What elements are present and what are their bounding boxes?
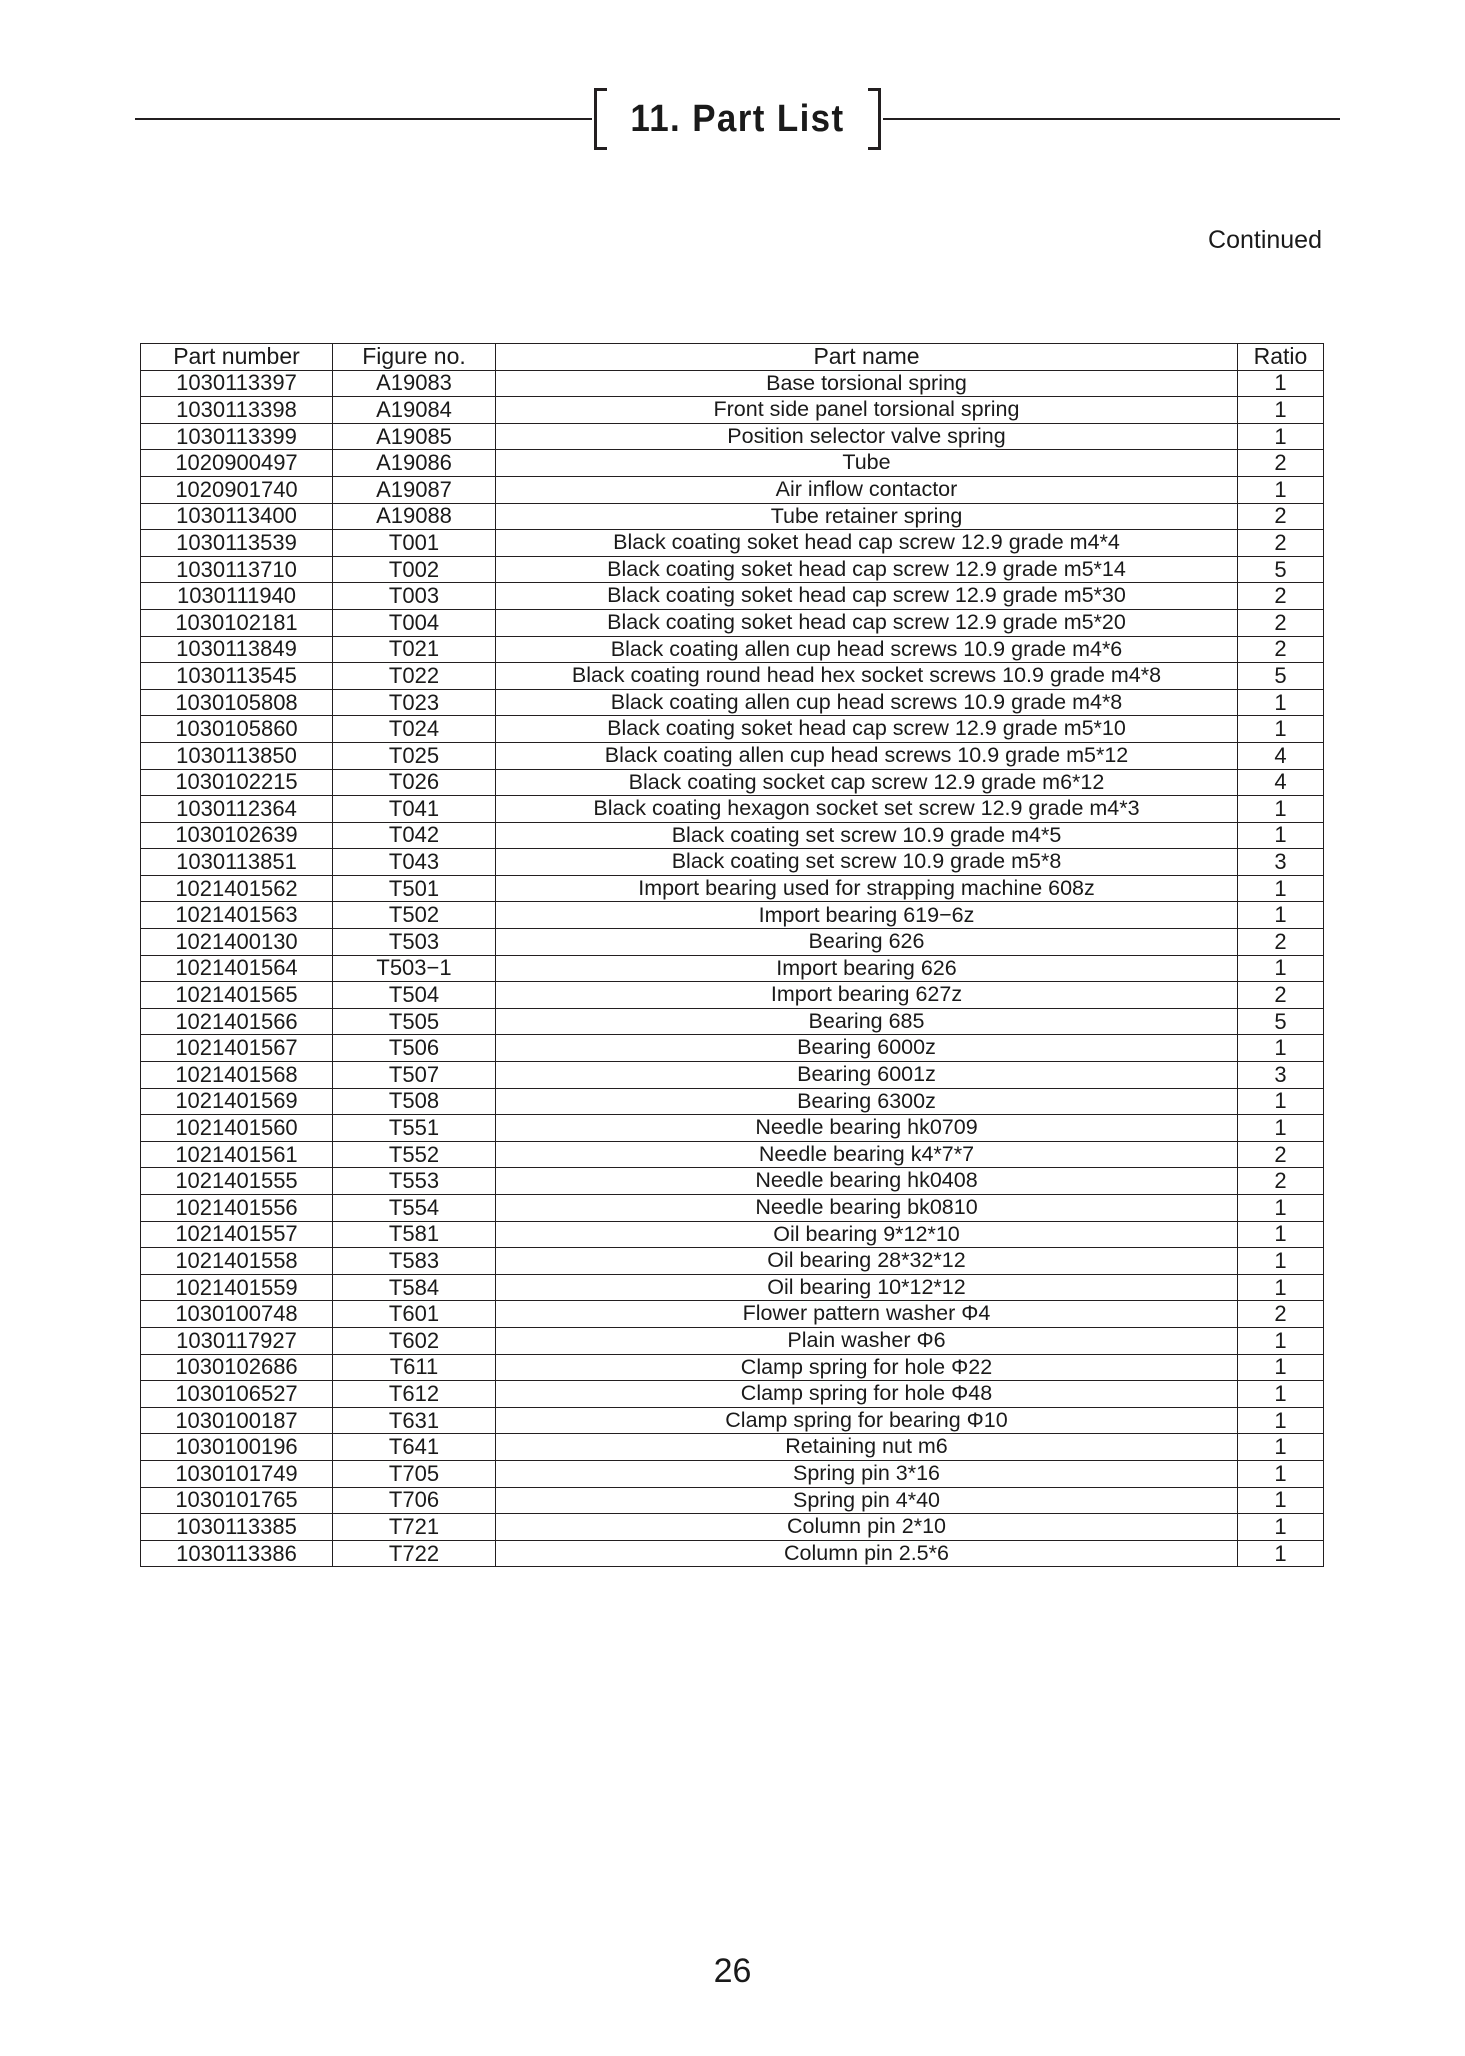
cell-part-name: Black coating soket head cap screw 12.9 grade m5*10 xyxy=(496,716,1238,743)
cell-part-name: Black coating allen cup head screws 10.9 grade m5*12 xyxy=(496,742,1238,769)
cell-figure-no: T026 xyxy=(333,769,496,796)
table-row xyxy=(141,1434,1324,1461)
cell-figure-no: T503 xyxy=(333,929,496,956)
cell-ratio: 1 xyxy=(1238,796,1324,823)
header-rule-right xyxy=(883,118,1340,120)
table-row xyxy=(141,503,1324,530)
cell-part-name: Column pin 2.5*6 xyxy=(496,1540,1238,1567)
cell-ratio: 2 xyxy=(1238,503,1324,530)
cell-part-number: 1030111940 xyxy=(141,583,333,610)
cell-part-name: Black coating set screw 10.9 grade m5*8 xyxy=(496,849,1238,876)
cell-figure-no: T506 xyxy=(333,1035,496,1062)
cell-figure-no: T024 xyxy=(333,716,496,743)
cell-part-name: Black coating hexagon socket set screw 12.9 grade m4*3 xyxy=(496,796,1238,823)
table-row xyxy=(141,1062,1324,1089)
cell-part-name: Plain washer Φ6 xyxy=(496,1327,1238,1354)
cell-part-name: Import bearing used for strapping machine 608z xyxy=(496,875,1238,902)
table-row xyxy=(141,370,1324,397)
cell-part-name: Black coating soket head cap screw 12.9 grade m5*30 xyxy=(496,583,1238,610)
continued-label: Continued xyxy=(1208,226,1322,254)
cell-ratio: 2 xyxy=(1238,583,1324,610)
table-row xyxy=(141,742,1324,769)
cell-part-name: Black coating round head hex socket screws 10.9 grade m4*8 xyxy=(496,663,1238,690)
cell-part-number: 1021400130 xyxy=(141,929,333,956)
page-title: 11. Part List xyxy=(630,98,845,140)
table-header xyxy=(141,344,1324,371)
cell-ratio: 4 xyxy=(1238,769,1324,796)
table-row xyxy=(141,1035,1324,1062)
cell-part-name: Tube retainer spring xyxy=(496,503,1238,530)
table-row xyxy=(141,636,1324,663)
cell-part-name: Needle bearing hk0709 xyxy=(496,1115,1238,1142)
cell-part-number: 1030113398 xyxy=(141,397,333,424)
part-list-table xyxy=(140,343,1324,1567)
cell-part-number: 1030113400 xyxy=(141,503,333,530)
cell-ratio: 1 xyxy=(1238,370,1324,397)
header-rule-left xyxy=(135,118,592,120)
table-row xyxy=(141,1195,1324,1222)
table-row xyxy=(141,1008,1324,1035)
cell-part-number: 1030113851 xyxy=(141,849,333,876)
cell-part-number: 1030102215 xyxy=(141,769,333,796)
cell-ratio: 1 xyxy=(1238,689,1324,716)
cell-part-name: Base torsional spring xyxy=(496,370,1238,397)
cell-figure-no: T501 xyxy=(333,875,496,902)
cell-ratio: 1 xyxy=(1238,1381,1324,1408)
table-row xyxy=(141,1088,1324,1115)
table-row xyxy=(141,1248,1324,1275)
table-row xyxy=(141,1274,1324,1301)
cell-part-number: 1030113386 xyxy=(141,1540,333,1567)
cell-part-number: 1021401560 xyxy=(141,1115,333,1142)
table-row xyxy=(141,982,1324,1009)
table-row xyxy=(141,1141,1324,1168)
cell-ratio: 5 xyxy=(1238,1008,1324,1035)
cell-part-number: 1021401557 xyxy=(141,1221,333,1248)
cell-ratio: 4 xyxy=(1238,742,1324,769)
cell-part-name: Black coating set screw 10.9 grade m4*5 xyxy=(496,822,1238,849)
cell-ratio: 1 xyxy=(1238,1327,1324,1354)
cell-figure-no: T002 xyxy=(333,556,496,583)
cell-figure-no: T025 xyxy=(333,742,496,769)
cell-part-number: 1020900497 xyxy=(141,450,333,477)
cell-part-number: 1021401561 xyxy=(141,1141,333,1168)
cell-part-name: Bearing 6000z xyxy=(496,1035,1238,1062)
table-row xyxy=(141,663,1324,690)
cell-part-number: 1030102181 xyxy=(141,609,333,636)
cell-part-name: Oil bearing 9*12*10 xyxy=(496,1221,1238,1248)
cell-ratio: 1 xyxy=(1238,1221,1324,1248)
table-row xyxy=(141,875,1324,902)
cell-figure-no: T553 xyxy=(333,1168,496,1195)
column-header-figure-no: Figure no. xyxy=(333,344,496,371)
cell-part-name: Oil bearing 28*32*12 xyxy=(496,1248,1238,1275)
cell-ratio: 1 xyxy=(1238,1460,1324,1487)
cell-ratio: 2 xyxy=(1238,609,1324,636)
cell-ratio: 1 xyxy=(1238,1407,1324,1434)
cell-part-name: Position selector valve spring xyxy=(496,423,1238,450)
cell-ratio: 2 xyxy=(1238,530,1324,557)
cell-figure-no: T508 xyxy=(333,1088,496,1115)
cell-part-name: Black coating soket head cap screw 12.9 grade m5*20 xyxy=(496,609,1238,636)
cell-part-number: 1030100748 xyxy=(141,1301,333,1328)
table-body xyxy=(141,370,1324,1567)
cell-part-number: 1030113545 xyxy=(141,663,333,690)
cell-ratio: 2 xyxy=(1238,450,1324,477)
table-row xyxy=(141,1221,1324,1248)
cell-part-number: 1030113397 xyxy=(141,370,333,397)
cell-figure-no: A19088 xyxy=(333,503,496,530)
cell-figure-no: A19087 xyxy=(333,476,496,503)
cell-ratio: 1 xyxy=(1238,1088,1324,1115)
cell-figure-no: A19084 xyxy=(333,397,496,424)
table-row xyxy=(141,530,1324,557)
cell-part-number: 1030100187 xyxy=(141,1407,333,1434)
cell-ratio: 1 xyxy=(1238,1195,1324,1222)
cell-figure-no: T507 xyxy=(333,1062,496,1089)
cell-figure-no: T503−1 xyxy=(333,955,496,982)
left-bracket-icon xyxy=(594,88,607,150)
cell-ratio: 1 xyxy=(1238,902,1324,929)
cell-figure-no: T023 xyxy=(333,689,496,716)
cell-figure-no: T042 xyxy=(333,822,496,849)
cell-part-number: 1030112364 xyxy=(141,796,333,823)
cell-ratio: 2 xyxy=(1238,1301,1324,1328)
table-row xyxy=(141,1327,1324,1354)
cell-part-name: Import bearing 619−6z xyxy=(496,902,1238,929)
cell-part-name: Import bearing 627z xyxy=(496,982,1238,1009)
cell-part-name: Import bearing 626 xyxy=(496,955,1238,982)
cell-part-name: Black coating socket cap screw 12.9 grade m6*12 xyxy=(496,769,1238,796)
cell-part-name: Black coating soket head cap screw 12.9 grade m4*4 xyxy=(496,530,1238,557)
cell-part-name: Clamp spring for hole Φ22 xyxy=(496,1354,1238,1381)
cell-part-number: 1030102639 xyxy=(141,822,333,849)
table-row xyxy=(141,955,1324,982)
cell-part-number: 1030105808 xyxy=(141,689,333,716)
cell-part-number: 1021401559 xyxy=(141,1274,333,1301)
cell-part-name: Oil bearing 10*12*12 xyxy=(496,1274,1238,1301)
cell-ratio: 1 xyxy=(1238,423,1324,450)
cell-figure-no: T004 xyxy=(333,609,496,636)
table-header-row xyxy=(141,344,1324,371)
page-header xyxy=(135,88,1340,150)
cell-figure-no: T611 xyxy=(333,1354,496,1381)
cell-figure-no: A19085 xyxy=(333,423,496,450)
cell-part-name: Clamp spring for bearing Φ10 xyxy=(496,1407,1238,1434)
cell-ratio: 1 xyxy=(1238,1540,1324,1567)
cell-ratio: 1 xyxy=(1238,397,1324,424)
cell-figure-no: T612 xyxy=(333,1381,496,1408)
cell-figure-no: T502 xyxy=(333,902,496,929)
cell-part-number: 1030100196 xyxy=(141,1434,333,1461)
cell-part-number: 1021401567 xyxy=(141,1035,333,1062)
column-header-part-number: Part number xyxy=(141,344,333,371)
cell-part-number: 1030113399 xyxy=(141,423,333,450)
cell-ratio: 2 xyxy=(1238,929,1324,956)
table-row xyxy=(141,1168,1324,1195)
cell-ratio: 1 xyxy=(1238,1514,1324,1541)
cell-ratio: 1 xyxy=(1238,1354,1324,1381)
cell-ratio: 1 xyxy=(1238,1248,1324,1275)
table-row xyxy=(141,397,1324,424)
cell-ratio: 5 xyxy=(1238,663,1324,690)
cell-figure-no: T706 xyxy=(333,1487,496,1514)
table-row xyxy=(141,609,1324,636)
cell-figure-no: T505 xyxy=(333,1008,496,1035)
table-row xyxy=(141,1381,1324,1408)
cell-ratio: 1 xyxy=(1238,716,1324,743)
cell-ratio: 2 xyxy=(1238,1168,1324,1195)
cell-part-number: 1030113849 xyxy=(141,636,333,663)
cell-part-number: 1030101765 xyxy=(141,1487,333,1514)
table-row xyxy=(141,1115,1324,1142)
cell-part-name: Flower pattern washer Φ4 xyxy=(496,1301,1238,1328)
right-bracket-icon xyxy=(868,88,881,150)
table-row xyxy=(141,822,1324,849)
cell-part-name: Black coating soket head cap screw 12.9 grade m5*14 xyxy=(496,556,1238,583)
table-row xyxy=(141,1514,1324,1541)
cell-part-number: 1030105860 xyxy=(141,716,333,743)
cell-figure-no: T022 xyxy=(333,663,496,690)
cell-part-number: 1020901740 xyxy=(141,476,333,503)
cell-figure-no: T001 xyxy=(333,530,496,557)
table-row xyxy=(141,423,1324,450)
cell-ratio: 1 xyxy=(1238,1115,1324,1142)
cell-figure-no: T552 xyxy=(333,1141,496,1168)
cell-ratio: 2 xyxy=(1238,982,1324,1009)
cell-part-number: 1021401565 xyxy=(141,982,333,1009)
cell-figure-no: T631 xyxy=(333,1407,496,1434)
cell-ratio: 1 xyxy=(1238,822,1324,849)
table-row xyxy=(141,902,1324,929)
cell-part-name: Bearing 685 xyxy=(496,1008,1238,1035)
cell-part-name: Spring pin 4*40 xyxy=(496,1487,1238,1514)
table-row xyxy=(141,1487,1324,1514)
cell-part-number: 1021401555 xyxy=(141,1168,333,1195)
cell-ratio: 1 xyxy=(1238,1434,1324,1461)
cell-figure-no: T601 xyxy=(333,1301,496,1328)
cell-figure-no: T722 xyxy=(333,1540,496,1567)
cell-figure-no: T041 xyxy=(333,796,496,823)
cell-part-name: Black coating allen cup head screws 10.9 grade m4*6 xyxy=(496,636,1238,663)
cell-ratio: 3 xyxy=(1238,849,1324,876)
cell-part-name: Bearing 6300z xyxy=(496,1088,1238,1115)
cell-part-number: 1030113539 xyxy=(141,530,333,557)
cell-part-number: 1030113385 xyxy=(141,1514,333,1541)
table-row xyxy=(141,583,1324,610)
table-row xyxy=(141,1301,1324,1328)
cell-part-name: Column pin 2*10 xyxy=(496,1514,1238,1541)
cell-figure-no: T551 xyxy=(333,1115,496,1142)
cell-figure-no: T584 xyxy=(333,1274,496,1301)
table-row xyxy=(141,450,1324,477)
cell-part-number: 1030101749 xyxy=(141,1460,333,1487)
table-row xyxy=(141,796,1324,823)
cell-part-number: 1021401566 xyxy=(141,1008,333,1035)
cell-figure-no: T641 xyxy=(333,1434,496,1461)
table-row xyxy=(141,1460,1324,1487)
cell-part-name: Retaining nut m6 xyxy=(496,1434,1238,1461)
cell-figure-no: T504 xyxy=(333,982,496,1009)
cell-ratio: 1 xyxy=(1238,875,1324,902)
cell-part-number: 1021401562 xyxy=(141,875,333,902)
cell-part-number: 1030117927 xyxy=(141,1327,333,1354)
cell-figure-no: T003 xyxy=(333,583,496,610)
cell-ratio: 2 xyxy=(1238,1141,1324,1168)
cell-part-number: 1021401568 xyxy=(141,1062,333,1089)
cell-figure-no: T581 xyxy=(333,1221,496,1248)
cell-ratio: 3 xyxy=(1238,1062,1324,1089)
cell-figure-no: A19086 xyxy=(333,450,496,477)
cell-part-number: 1021401563 xyxy=(141,902,333,929)
cell-part-name: Clamp spring for hole Φ48 xyxy=(496,1381,1238,1408)
cell-ratio: 1 xyxy=(1238,1487,1324,1514)
table-row xyxy=(141,769,1324,796)
table-row xyxy=(141,849,1324,876)
cell-part-number: 1021401564 xyxy=(141,955,333,982)
cell-part-name: Needle bearing hk0408 xyxy=(496,1168,1238,1195)
cell-ratio: 1 xyxy=(1238,1274,1324,1301)
page-number: 26 xyxy=(713,1952,752,1990)
cell-part-name: Front side panel torsional spring xyxy=(496,397,1238,424)
table-row xyxy=(141,716,1324,743)
cell-part-number: 1021401569 xyxy=(141,1088,333,1115)
cell-figure-no: T705 xyxy=(333,1460,496,1487)
table-row xyxy=(141,689,1324,716)
cell-part-number: 1021401558 xyxy=(141,1248,333,1275)
cell-part-name: Needle bearing bk0810 xyxy=(496,1195,1238,1222)
cell-part-number: 1021401556 xyxy=(141,1195,333,1222)
table-row xyxy=(141,476,1324,503)
cell-part-number: 1030102686 xyxy=(141,1354,333,1381)
cell-figure-no: T583 xyxy=(333,1248,496,1275)
cell-ratio: 1 xyxy=(1238,1035,1324,1062)
cell-part-name: Needle bearing k4*7*7 xyxy=(496,1141,1238,1168)
cell-figure-no: T043 xyxy=(333,849,496,876)
cell-part-name: Air inflow contactor xyxy=(496,476,1238,503)
cell-ratio: 1 xyxy=(1238,955,1324,982)
cell-part-name: Bearing 6001z xyxy=(496,1062,1238,1089)
header-title-group xyxy=(592,88,883,150)
cell-figure-no: T021 xyxy=(333,636,496,663)
cell-part-name: Tube xyxy=(496,450,1238,477)
cell-part-name: Bearing 626 xyxy=(496,929,1238,956)
column-header-ratio: Ratio xyxy=(1238,344,1324,371)
cell-part-name: Black coating allen cup head screws 10.9 grade m4*8 xyxy=(496,689,1238,716)
cell-ratio: 2 xyxy=(1238,636,1324,663)
cell-part-number: 1030113850 xyxy=(141,742,333,769)
cell-ratio: 5 xyxy=(1238,556,1324,583)
cell-part-name: Spring pin 3*16 xyxy=(496,1460,1238,1487)
table-row xyxy=(141,556,1324,583)
table-row xyxy=(141,1354,1324,1381)
table-row xyxy=(141,929,1324,956)
cell-figure-no: T721 xyxy=(333,1514,496,1541)
cell-figure-no: T602 xyxy=(333,1327,496,1354)
table-row xyxy=(141,1407,1324,1434)
cell-ratio: 1 xyxy=(1238,476,1324,503)
cell-part-number: 1030113710 xyxy=(141,556,333,583)
column-header-part-name: Part name xyxy=(496,344,1238,371)
cell-part-number: 1030106527 xyxy=(141,1381,333,1408)
cell-figure-no: A19083 xyxy=(333,370,496,397)
cell-figure-no: T554 xyxy=(333,1195,496,1222)
table-row xyxy=(141,1540,1324,1567)
